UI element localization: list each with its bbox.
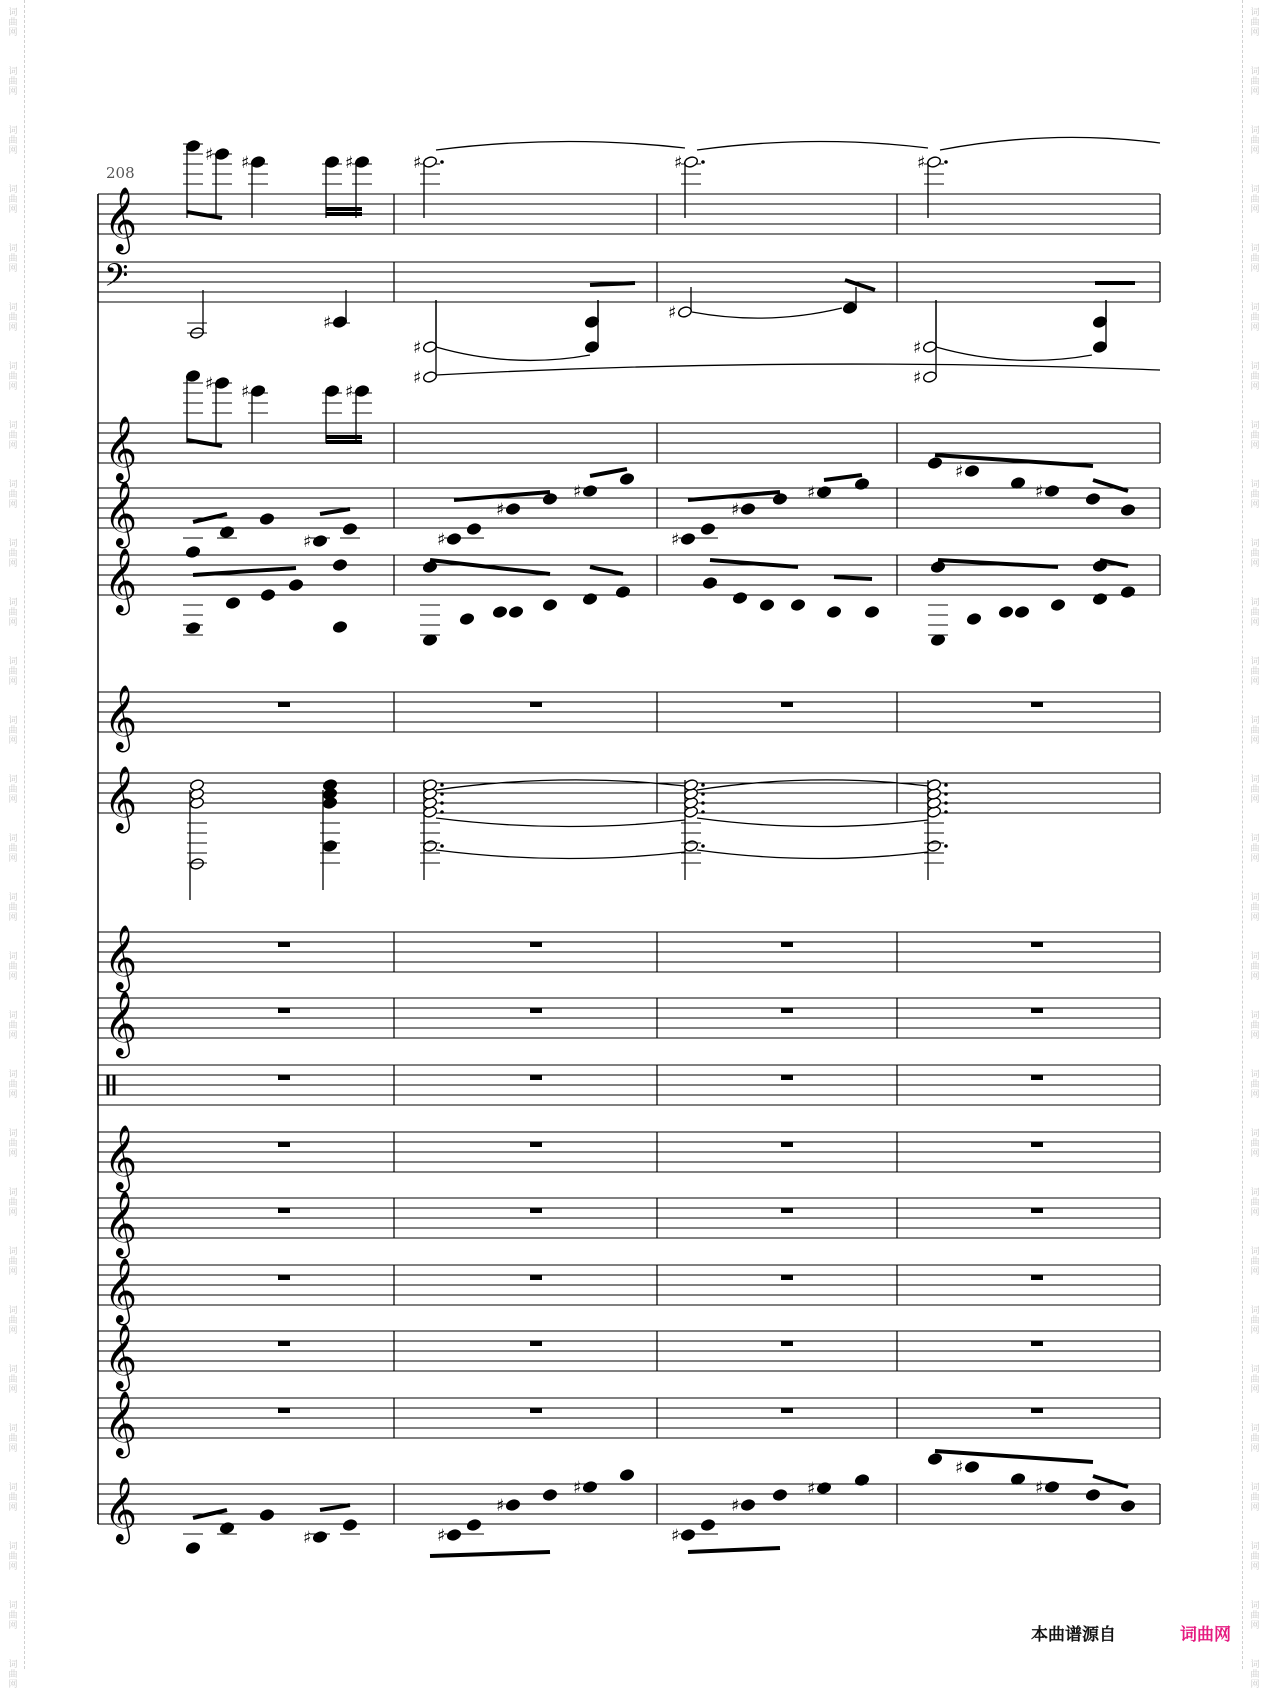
whole-rest: [781, 1075, 793, 1080]
notehead: [680, 1528, 695, 1541]
beam: [590, 283, 635, 285]
watermark-mark: 词 曲 网: [8, 834, 18, 864]
watermark-mark: 词 曲 网: [8, 1601, 18, 1631]
watermark-mark: 词 曲 网: [8, 1483, 18, 1513]
watermark-mark: 词 曲 网: [8, 362, 18, 392]
sharp-sign: ♯: [807, 483, 816, 503]
notehead: [702, 576, 717, 589]
notehead: [864, 605, 879, 618]
watermark-mark: 词 曲 网: [1250, 539, 1260, 569]
whole-rest: [781, 702, 793, 707]
augmentation-dot: [440, 810, 444, 814]
sharp-sign: ♯: [1035, 1478, 1044, 1498]
whole-rest: [781, 1208, 793, 1213]
watermark-mark: 词 曲 网: [8, 893, 18, 923]
notehead: [1085, 492, 1100, 505]
whole-rest: [278, 1341, 290, 1346]
whole-rest: [530, 1142, 542, 1147]
augmentation-dot: [944, 810, 948, 814]
whole-rest: [278, 942, 290, 947]
watermark-mark: 词 曲 网: [1250, 1424, 1260, 1454]
watermark-mark: 词 曲 网: [1250, 1483, 1260, 1513]
sharp-sign: ♯: [413, 368, 422, 388]
notehead: [542, 1488, 557, 1501]
treble-clef: 𝄞: [104, 1258, 138, 1323]
watermark-mark: 词 曲 网: [8, 716, 18, 746]
treble-clef: 𝄞: [104, 766, 138, 831]
watermark-mark: 词 曲 网: [1250, 775, 1260, 805]
beam: [590, 567, 623, 574]
watermark-mark: 词 曲 网: [1250, 185, 1260, 215]
sharp-sign: ♯: [807, 1479, 816, 1499]
whole-rest: [1031, 1075, 1043, 1080]
watermark-mark: 词 曲 网: [8, 952, 18, 982]
sharp-sign: ♯: [955, 462, 964, 482]
watermark-mark: 词 曲 网: [1250, 1247, 1260, 1277]
notehead: [1120, 1499, 1135, 1512]
treble-clef: 𝄞: [104, 925, 138, 990]
notehead: [342, 522, 357, 535]
sharp-sign: ♯: [437, 1526, 446, 1546]
watermark-mark: 词 曲 网: [1250, 1306, 1260, 1336]
watermark-mark: 词 曲 网: [8, 1070, 18, 1100]
whole-rest: [278, 1208, 290, 1213]
augmentation-dot: [440, 160, 444, 164]
notehead: [740, 502, 755, 515]
notehead: [312, 1530, 327, 1543]
whole-rest: [530, 1341, 542, 1346]
notehead: [998, 605, 1013, 618]
sharp-sign: ♯: [573, 1478, 582, 1498]
whole-rest: [781, 1008, 793, 1013]
notehead: [505, 1498, 520, 1511]
whole-rest: [278, 1075, 290, 1080]
augmentation-dot: [701, 160, 705, 164]
sharp-sign: ♯: [913, 368, 922, 388]
sharp-sign: ♯: [413, 338, 422, 358]
watermark-mark: 词 曲 网: [8, 303, 18, 333]
notehead: [332, 620, 347, 633]
notehead: [1092, 592, 1107, 605]
sharp-sign: ♯: [437, 530, 446, 550]
watermark-mark: 词 曲 网: [8, 539, 18, 569]
notehead: [854, 1473, 869, 1486]
watermark-mark: 词 曲 网: [8, 1011, 18, 1041]
notehead: [492, 605, 507, 618]
notehead: [189, 778, 204, 791]
sharp-sign: ♯: [674, 153, 683, 173]
watermark-mark: 词 曲 网: [1250, 1188, 1260, 1218]
notehead: [930, 560, 945, 573]
whole-rest: [530, 1208, 542, 1213]
notehead: [312, 534, 327, 547]
notehead: [927, 456, 942, 469]
beam: [320, 1505, 350, 1510]
whole-rest: [1031, 702, 1043, 707]
watermark-mark: 词 曲 网: [1250, 598, 1260, 628]
sharp-sign: ♯: [573, 482, 582, 502]
sharp-sign: ♯: [205, 145, 214, 165]
sharp-sign: ♯: [241, 153, 250, 173]
augmentation-dot: [440, 844, 444, 848]
watermark-mark: 词 曲 网: [1250, 244, 1260, 274]
treble-clef: 𝄞: [104, 481, 138, 546]
sharp-sign: ♯: [671, 1526, 680, 1546]
tie-curve: [936, 347, 1092, 360]
watermark-mark: 词 曲 网: [1250, 1011, 1260, 1041]
watermark-mark: 词 曲 网: [8, 8, 18, 38]
notehead: [1044, 484, 1059, 497]
notehead: [740, 1498, 755, 1511]
sharp-sign: ♯: [917, 153, 926, 173]
treble-clef: 𝄞: [104, 991, 138, 1056]
whole-rest: [278, 1275, 290, 1280]
notehead: [964, 464, 979, 477]
treble-clef: 𝄞: [104, 1191, 138, 1256]
watermark-mark: 词 曲 网: [1250, 8, 1260, 38]
beam: [187, 212, 222, 218]
whole-rest: [1031, 1341, 1043, 1346]
notehead: [446, 532, 461, 545]
notehead: [185, 545, 200, 558]
tie-curve: [697, 141, 928, 150]
whole-rest: [1031, 1275, 1043, 1280]
whole-rest: [530, 1408, 542, 1413]
watermark-mark: 词 曲 网: [1250, 67, 1260, 97]
measure-number: 208: [106, 164, 135, 182]
watermark-mark: 词 曲 网: [8, 480, 18, 510]
whole-rest: [781, 1142, 793, 1147]
watermark-mark: 词 曲 网: [1250, 834, 1260, 864]
watermark-mark: 词 曲 网: [8, 126, 18, 156]
notehead: [225, 596, 240, 609]
watermark-mark: 词 曲 网: [8, 1365, 18, 1395]
watermark-mark: 词 曲 网: [1250, 1129, 1260, 1159]
augmentation-dot: [944, 160, 948, 164]
notehead: [615, 585, 630, 598]
watermark-mark: 词 曲 网: [8, 421, 18, 451]
whole-rest: [530, 1008, 542, 1013]
notehead: [582, 484, 597, 497]
beam: [710, 560, 798, 567]
notehead: [790, 598, 805, 611]
watermark-mark: 词 曲 网: [8, 1660, 18, 1690]
watermark-mark: 词 曲 网: [1250, 1542, 1260, 1572]
notehead: [288, 578, 303, 591]
treble-clef: 𝄞: [104, 685, 138, 750]
tie-curve: [436, 347, 590, 360]
notehead: [259, 1508, 274, 1521]
watermark-mark: 词 曲 网: [1250, 126, 1260, 156]
notehead: [322, 778, 337, 791]
notehead: [189, 857, 204, 870]
tie-curve: [692, 308, 842, 318]
sharp-sign: ♯: [413, 153, 422, 173]
watermark-mark: 词 曲 网: [1250, 303, 1260, 333]
notehead: [1014, 605, 1029, 618]
sharp-sign: ♯: [205, 374, 214, 394]
watermark-mark: 词 曲 网: [1250, 362, 1260, 392]
sharp-sign: ♯: [496, 1496, 505, 1516]
notehead: [759, 598, 774, 611]
notehead: [826, 605, 841, 618]
treble-clef: 𝄞: [104, 1477, 138, 1542]
notehead: [219, 1521, 234, 1534]
notehead: [322, 839, 337, 852]
watermark-mark: 词 曲 网: [1250, 1601, 1260, 1631]
whole-rest: [530, 702, 542, 707]
watermark-mark: 词 曲 网: [1250, 657, 1260, 687]
sharp-sign: ♯: [731, 500, 740, 520]
beam: [430, 1552, 550, 1556]
watermark-mark: 词 曲 网: [8, 1306, 18, 1336]
notehead: [259, 512, 274, 525]
augmentation-dot: [701, 783, 705, 787]
tie-curve: [436, 850, 685, 859]
sharp-sign: ♯: [1035, 482, 1044, 502]
notehead: [332, 558, 347, 571]
watermark-mark: 词 曲 网: [8, 1542, 18, 1572]
beam: [938, 560, 1058, 567]
tie-curve: [436, 780, 685, 790]
whole-rest: [781, 942, 793, 947]
notehead: [185, 1541, 200, 1554]
sharp-sign: ♯: [955, 1458, 964, 1478]
augmentation-dot: [944, 844, 948, 848]
footer-brand-link[interactable]: 词曲网: [1180, 1625, 1231, 1645]
notehead: [964, 1460, 979, 1473]
whole-rest: [1031, 1208, 1043, 1213]
beam: [834, 577, 872, 579]
notehead: [772, 1488, 787, 1501]
treble-clef: 𝄞: [104, 1324, 138, 1389]
watermark-mark: 词 曲 网: [1250, 716, 1260, 746]
notehead: [260, 588, 275, 601]
beam: [1093, 480, 1128, 491]
notehead: [185, 621, 200, 634]
sharp-sign: ♯: [913, 338, 922, 358]
tie-curve: [697, 818, 928, 827]
watermark-mark: 词 曲 网: [1250, 480, 1260, 510]
tie-curve: [697, 780, 928, 790]
beam: [824, 475, 862, 480]
watermark-mark: 词 曲 网: [1250, 1660, 1260, 1690]
notehead: [700, 522, 715, 535]
notehead: [459, 612, 474, 625]
watermark-mark: 词 曲 网: [1250, 1070, 1260, 1100]
notehead: [854, 477, 869, 490]
whole-rest: [1031, 1408, 1043, 1413]
notehead: [342, 1518, 357, 1531]
notehead: [1120, 503, 1135, 516]
notehead: [582, 592, 597, 605]
beam: [688, 1548, 780, 1552]
watermark-mark: 词 曲 网: [8, 1247, 18, 1277]
notehead: [619, 1468, 634, 1481]
whole-rest: [278, 702, 290, 707]
watermark-mark: 词 曲 网: [8, 657, 18, 687]
watermark-mark: 词 曲 网: [8, 598, 18, 628]
treble-clef: 𝄞: [104, 416, 138, 481]
sharp-sign: ♯: [496, 500, 505, 520]
whole-rest: [530, 1075, 542, 1080]
beam: [454, 492, 550, 500]
augmentation-dot: [944, 783, 948, 787]
augmentation-dot: [701, 792, 705, 796]
watermark-mark: 词 曲 网: [8, 1129, 18, 1159]
notehead: [816, 485, 831, 498]
watermark-mark: 词 曲 网: [8, 67, 18, 97]
watermark-mark: 词 曲 网: [8, 244, 18, 274]
notehead: [582, 1480, 597, 1493]
notehead: [466, 522, 481, 535]
treble-clef: 𝄞: [104, 1125, 138, 1190]
augmentation-dot: [944, 792, 948, 796]
notehead: [1050, 598, 1065, 611]
whole-rest: [1031, 1142, 1043, 1147]
notehead: [732, 591, 747, 604]
augmentation-dot: [440, 801, 444, 805]
notehead: [1085, 1488, 1100, 1501]
whole-rest: [278, 1008, 290, 1013]
notehead: [619, 472, 634, 485]
notehead: [446, 1528, 461, 1541]
watermark-mark: 词 曲 网: [8, 1424, 18, 1454]
whole-rest: [278, 1142, 290, 1147]
sharp-sign: ♯: [731, 1496, 740, 1516]
bass-clef: 𝄢: [104, 257, 129, 301]
watermark-mark: 词 曲 网: [8, 775, 18, 805]
beam: [430, 560, 550, 574]
sharp-sign: ♯: [303, 1528, 312, 1548]
notehead: [466, 1518, 481, 1531]
footer-source-label: 本曲谱源自: [1031, 1625, 1116, 1645]
notehead: [542, 598, 557, 611]
beam: [688, 492, 780, 500]
watermark-mark: 词 曲 网: [8, 1188, 18, 1218]
augmentation-dot: [440, 783, 444, 787]
tie-curve: [940, 137, 1160, 150]
notehead: [1044, 1480, 1059, 1493]
sharp-sign: ♯: [345, 153, 354, 173]
notehead: [927, 1452, 942, 1465]
whole-rest: [781, 1341, 793, 1346]
beam: [590, 469, 627, 476]
treble-clef: 𝄞: [104, 187, 138, 252]
treble-clef: 𝄞: [104, 1391, 138, 1456]
notehead: [966, 612, 981, 625]
whole-rest: [1031, 942, 1043, 947]
sharp-sign: ♯: [345, 382, 354, 402]
augmentation-dot: [440, 792, 444, 796]
augmentation-dot: [701, 801, 705, 805]
augmentation-dot: [701, 810, 705, 814]
watermark-mark: 词 曲 网: [8, 185, 18, 215]
augmentation-dot: [944, 801, 948, 805]
notehead: [816, 1481, 831, 1494]
beam: [320, 509, 350, 514]
whole-rest: [781, 1408, 793, 1413]
sharp-sign: ♯: [241, 382, 250, 402]
whole-rest: [530, 1275, 542, 1280]
notehead: [680, 532, 695, 545]
tie-curve: [436, 818, 685, 827]
notehead: [219, 525, 234, 538]
notehead: [508, 605, 523, 618]
beam: [193, 568, 296, 575]
augmentation-dot: [701, 844, 705, 848]
beam: [1093, 1476, 1128, 1487]
tie-curve: [436, 141, 685, 150]
sharp-sign: ♯: [323, 313, 332, 333]
sharp-sign: ♯: [668, 303, 677, 323]
notehead: [505, 502, 520, 515]
whole-rest: [1031, 1008, 1043, 1013]
watermark-mark: 词 曲 网: [1250, 893, 1260, 923]
whole-rest: [530, 942, 542, 947]
tie-curve: [436, 364, 1160, 375]
whole-rest: [781, 1275, 793, 1280]
whole-rest: [278, 1408, 290, 1413]
notehead: [700, 1518, 715, 1531]
sharp-sign: ♯: [671, 530, 680, 550]
watermark-mark: 词 曲 网: [1250, 952, 1260, 982]
notehead: [1120, 585, 1135, 598]
treble-clef: 𝄞: [104, 548, 138, 613]
watermark-mark: 词 曲 网: [1250, 421, 1260, 451]
watermark-mark: 词 曲 网: [1250, 1365, 1260, 1395]
tie-curve: [697, 850, 928, 859]
sharp-sign: ♯: [303, 532, 312, 552]
